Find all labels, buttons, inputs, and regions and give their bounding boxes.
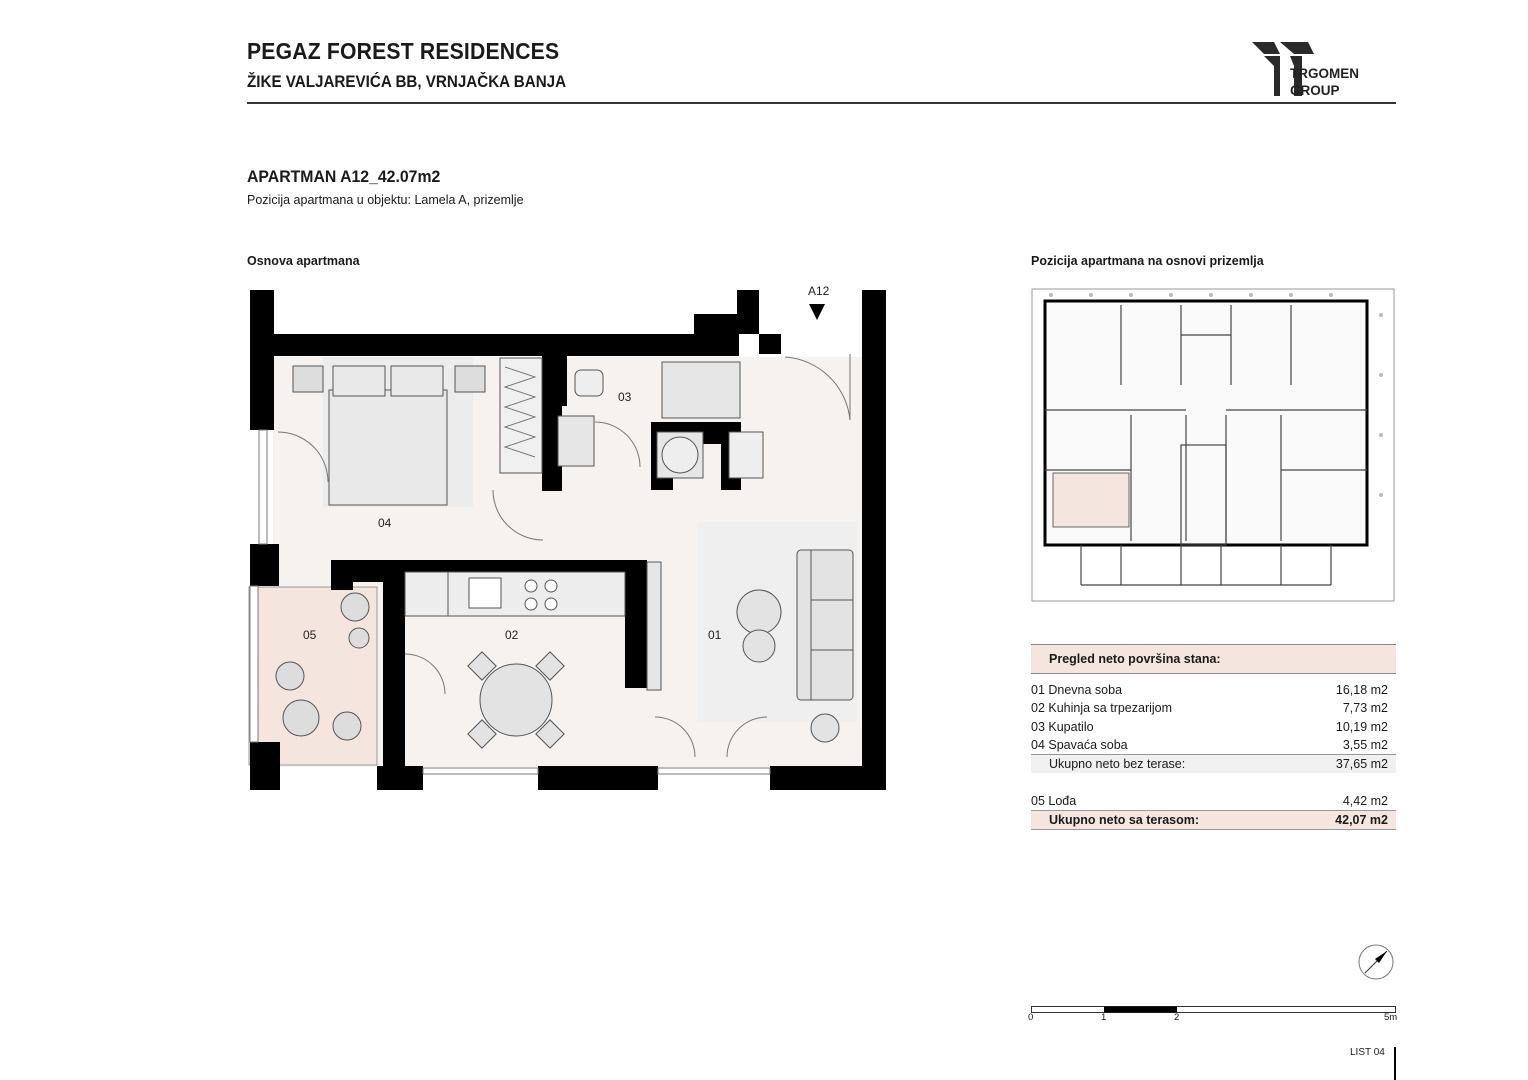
scale-tick-2: 2 — [1174, 1012, 1180, 1023]
loggia-value: 4,42 m2 — [1342, 793, 1388, 808]
header-divider — [247, 102, 1396, 104]
floor-plan — [245, 282, 905, 794]
area-table — [1031, 644, 1396, 830]
logo-line-1: TRGOMEN — [1290, 66, 1359, 81]
site-plan — [1031, 275, 1396, 605]
scale-bar — [1031, 1001, 1396, 1009]
row-value: 3,55 m2 — [1342, 738, 1388, 753]
row-value: 7,73 m2 — [1342, 701, 1388, 716]
loggia-row — [1031, 791, 1396, 809]
north-arrow-icon — [1357, 943, 1395, 981]
logo-wordmark — [1290, 65, 1359, 99]
site-label: Pozicija apartmana na osnovi prizemlja — [1031, 254, 1264, 268]
apartment-title: APARTMAN A12_42.07m2 — [247, 167, 441, 186]
scale-tick-5: 5m — [1384, 1012, 1398, 1023]
project-title: PEGAZ FOREST RESIDENCES — [247, 38, 560, 64]
total-value: 42,07 m2 — [1335, 812, 1388, 827]
scale-tick-0: 0 — [1028, 1012, 1034, 1023]
table-row — [1031, 718, 1396, 736]
scale-tick-1: 1 — [1101, 1012, 1107, 1023]
area-table-header: Pregled neto površina stana: — [1031, 644, 1396, 674]
logo-line-2: GROUP — [1290, 83, 1340, 98]
apartment-position: Pozicija apartmana u objektu: Lamela A, prizemlje — [247, 193, 524, 207]
room-label-05: 05 — [303, 628, 317, 642]
subtotal-name: Ukupno neto bez terase: — [1049, 757, 1186, 772]
project-address: ŽIKE VALJAREVIĆA BB, VRNJAČKA BANJA — [247, 73, 567, 91]
table-row — [1031, 699, 1396, 717]
sheet-marker — [1394, 1047, 1396, 1080]
loggia-name: 05 Lođa — [1031, 793, 1077, 808]
room-label-03: 03 — [618, 390, 632, 404]
plan-label: Osnova apartmana — [247, 254, 360, 268]
table-row — [1031, 736, 1396, 754]
row-name: 01 Dnevna soba — [1031, 683, 1123, 698]
room-label-02: 02 — [505, 628, 519, 642]
row-name: 04 Spavaća soba — [1031, 738, 1128, 753]
table-row — [1031, 681, 1396, 699]
sheet-number: LIST 04 — [1350, 1047, 1385, 1058]
row-value: 16,18 m2 — [1335, 683, 1388, 698]
subtotal-value: 37,65 m2 — [1335, 757, 1388, 772]
subtotal-row — [1031, 754, 1396, 773]
total-name: Ukupno neto sa terasom: — [1049, 812, 1200, 827]
entry-tag: A12 — [808, 284, 830, 298]
room-label-01: 01 — [708, 628, 722, 642]
row-name: 03 Kupatilo — [1031, 719, 1094, 734]
total-row — [1031, 810, 1396, 830]
row-name: 02 Kuhinja sa trpezarijom — [1031, 701, 1173, 716]
row-value: 10,19 m2 — [1335, 719, 1388, 734]
room-label-04: 04 — [378, 516, 392, 530]
